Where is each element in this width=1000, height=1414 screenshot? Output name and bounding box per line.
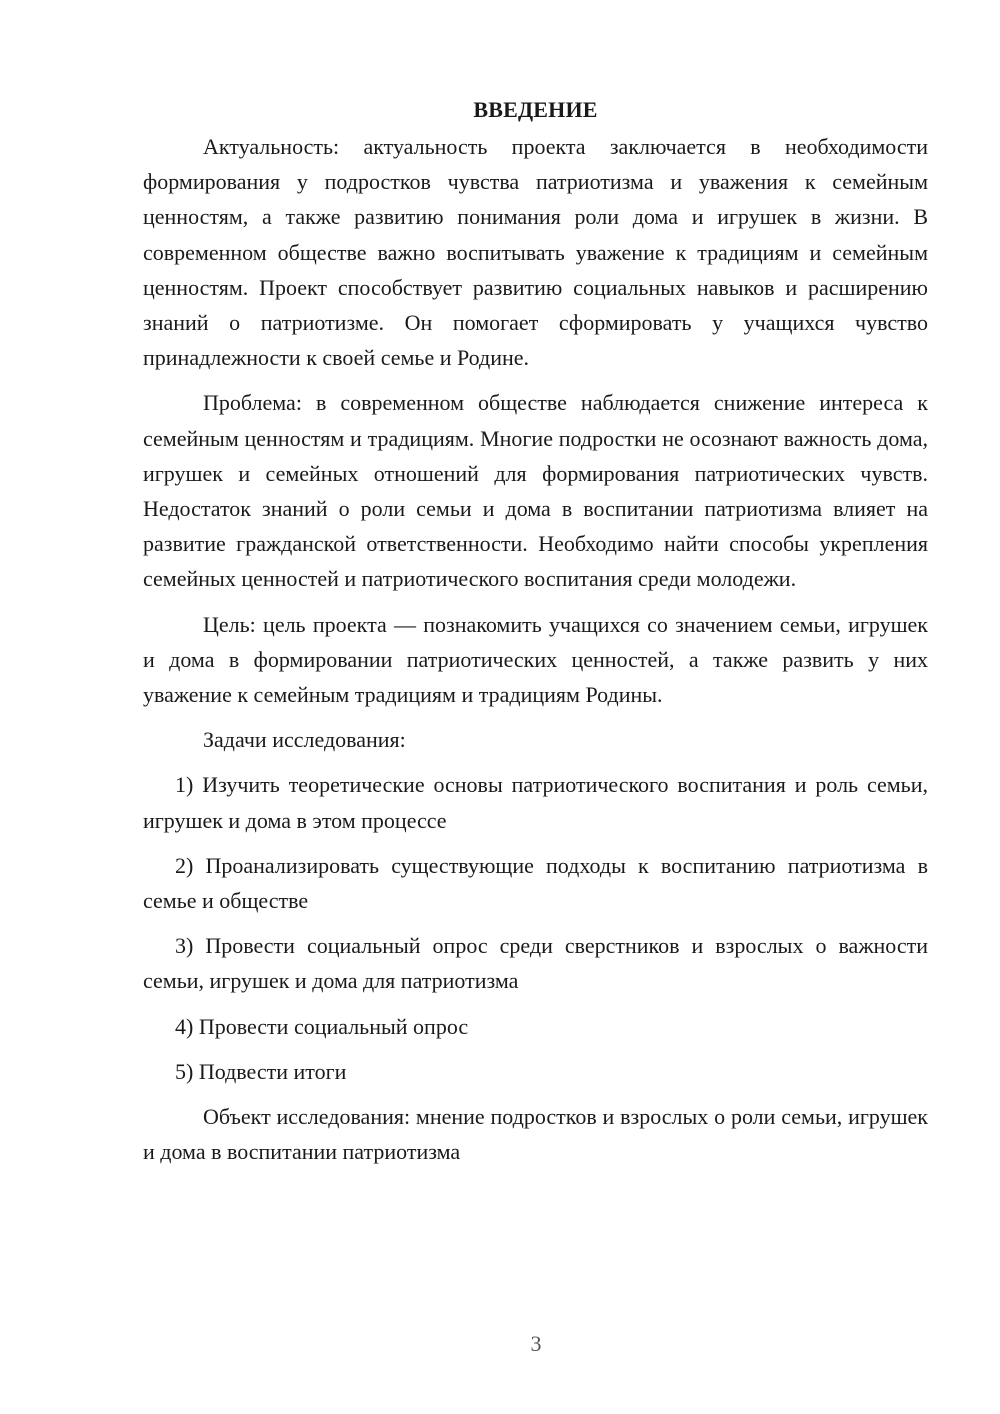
- task-item: 3) Провести социальный опрос среди сверстников и взрослых о важности семьи, игрушек и дома для патриотизма: [143, 933, 928, 994]
- problem-paragraph: Проблема: в современном обществе наблюдается снижение интереса к семейным ценностям и традициям. Многие подростки не осознают важность дома, игрушек и семейных отношений для формирования патриотических чувств. Недостаток знаний о роли семьи и дома в воспитании патриотизма влияет на развитие гражданской ответственности. Необходимо найти способы укрепления семейных ценностей и патриотического воспитания среди молодежи.: [143, 390, 928, 592]
- task-item: 1) Изучить теоретические основы патриотического воспитания и роль семьи, игрушек и дома в этом процессе: [143, 772, 928, 833]
- task-item: 5) Подвести итоги: [175, 1058, 347, 1084]
- document-page: [143, 92, 928, 1179]
- task-item: 2) Проанализировать существующие подходы к воспитанию патриотизма в семье и обществе: [143, 852, 928, 914]
- page-number: 3: [530, 1331, 542, 1356]
- tasks-heading: Задачи исследования:: [203, 727, 406, 753]
- relevance-paragraph: Актуальность: актуальность проекта заключается в необходимости формирования у подростков чувства патриотизма и уважения к семейным ценностям, а также развитию понимания роли дома и игрушек в жизни. В современном обществе важно воспитывать уважение к традициям и семейным ценностям. Проект способствует развитию социальных навыков и расширению знаний о патриотизме. Он помогает сформировать у учащихся чувство принадлежности к своей семье и Родине.: [143, 134, 928, 371]
- section-heading: ВВЕДЕНИЕ: [473, 97, 598, 122]
- research-object-paragraph: Объект исследования: мнение подростков и взрослых о роли семьи, игрушек и дома в воспитании патриотизма: [143, 1104, 928, 1165]
- task-item: 4) Провести социальный опрос: [175, 1013, 469, 1039]
- goal-paragraph: Цель: цель проекта — познакомить учащихся со значением семьи, игрушек и дома в формировании патриотических ценностей, а также развить у них уважение к семейным традициям и традициям Родины.: [143, 611, 928, 708]
